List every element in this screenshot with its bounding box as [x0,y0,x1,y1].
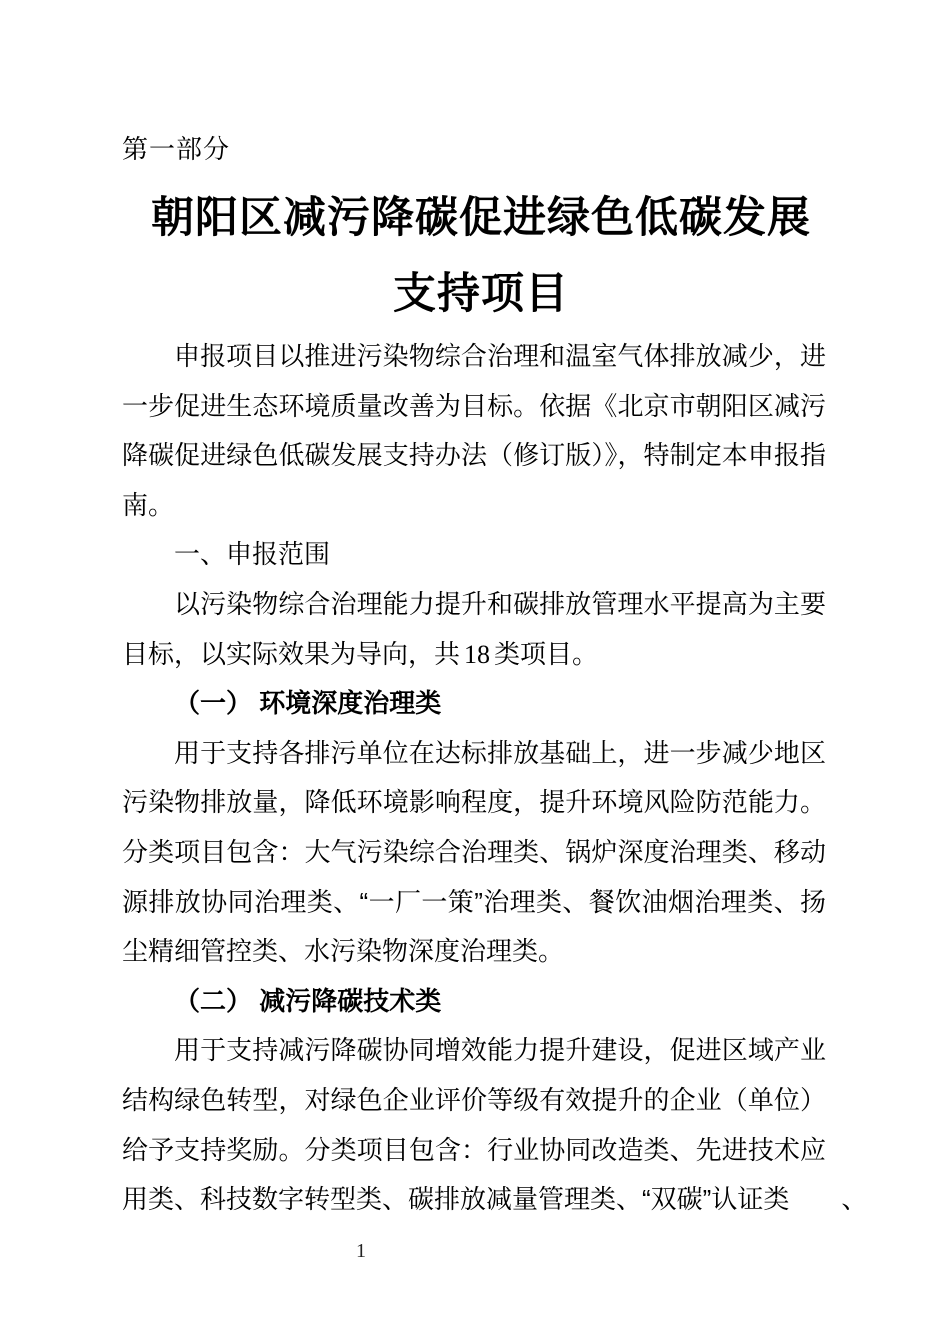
category-2-text: 用于支持减污降碳协同增效能力提升建设，促进区域产业结构绿色转型，对绿色企业评价等级有效提升的企业（单位）给予支持奖励。分类项目包含：行业协同改造类、先进技术应用类、科技数字转型类、碳排放减量管理类、“双碳”认证类 [122,1035,826,1215]
intro-paragraph: 申报项目以推进污染物综合治理和温室气体排放减少，进一步促进生态环境质量改善为目标。依据《北京市朝阳区减污降碳促进绿色低碳发展支持办法（修订版）》，特制定本申报指南。 [122,341,826,520]
section-label: 第一部分 [122,134,231,164]
scope-text-before-count: 以污染物综合治理能力提升和碳排放管理水平提高为主要目标，以实际效果为导向，共 [122,588,826,669]
section-heading-scope: 一、申报范围 [174,539,331,570]
category-1-paragraph: 用于支持各排污单位在达标排放基础上，进一步减少地区污染物排放量，降低环境影响程度，提升环境风险防范能力。分类项目包含：大气污染综合治理类、锅炉深度治理类、移动源排放协同治理类、“一厂一策”治理类、餐饮油烟治理类、扬尘精细管控类、水污染物深度治理类。 [122,737,826,967]
document-title-line-1: 朝阳区减污降碳促进绿色低碳发展 [151,194,811,242]
project-count-number: 18 [464,639,491,669]
category-2-paragraph: 用于支持减污降碳协同增效能力提升建设，促进区域产业结构绿色转型，对绿色企业评价等级有效提升的企业（单位）给予支持奖励。分类项目包含：行业协同改造类、先进技术应用类、科技数字转型类、碳排放减量管理类、“双碳”认证类 、 [122,1035,868,1215]
document-title-line-2: 支持项目 [393,270,569,318]
scope-paragraph [122,580,826,679]
category-1-heading: （一） 环境深度治理类 [174,688,442,719]
document-body [122,332,868,1225]
page-number: 1 [356,1240,366,1262]
document-title [122,180,826,332]
category-2-heading: （二） 减污降碳技术类 [174,985,442,1016]
scope-text-after-count: 类项目。 [494,638,599,669]
document-content [122,0,868,1225]
